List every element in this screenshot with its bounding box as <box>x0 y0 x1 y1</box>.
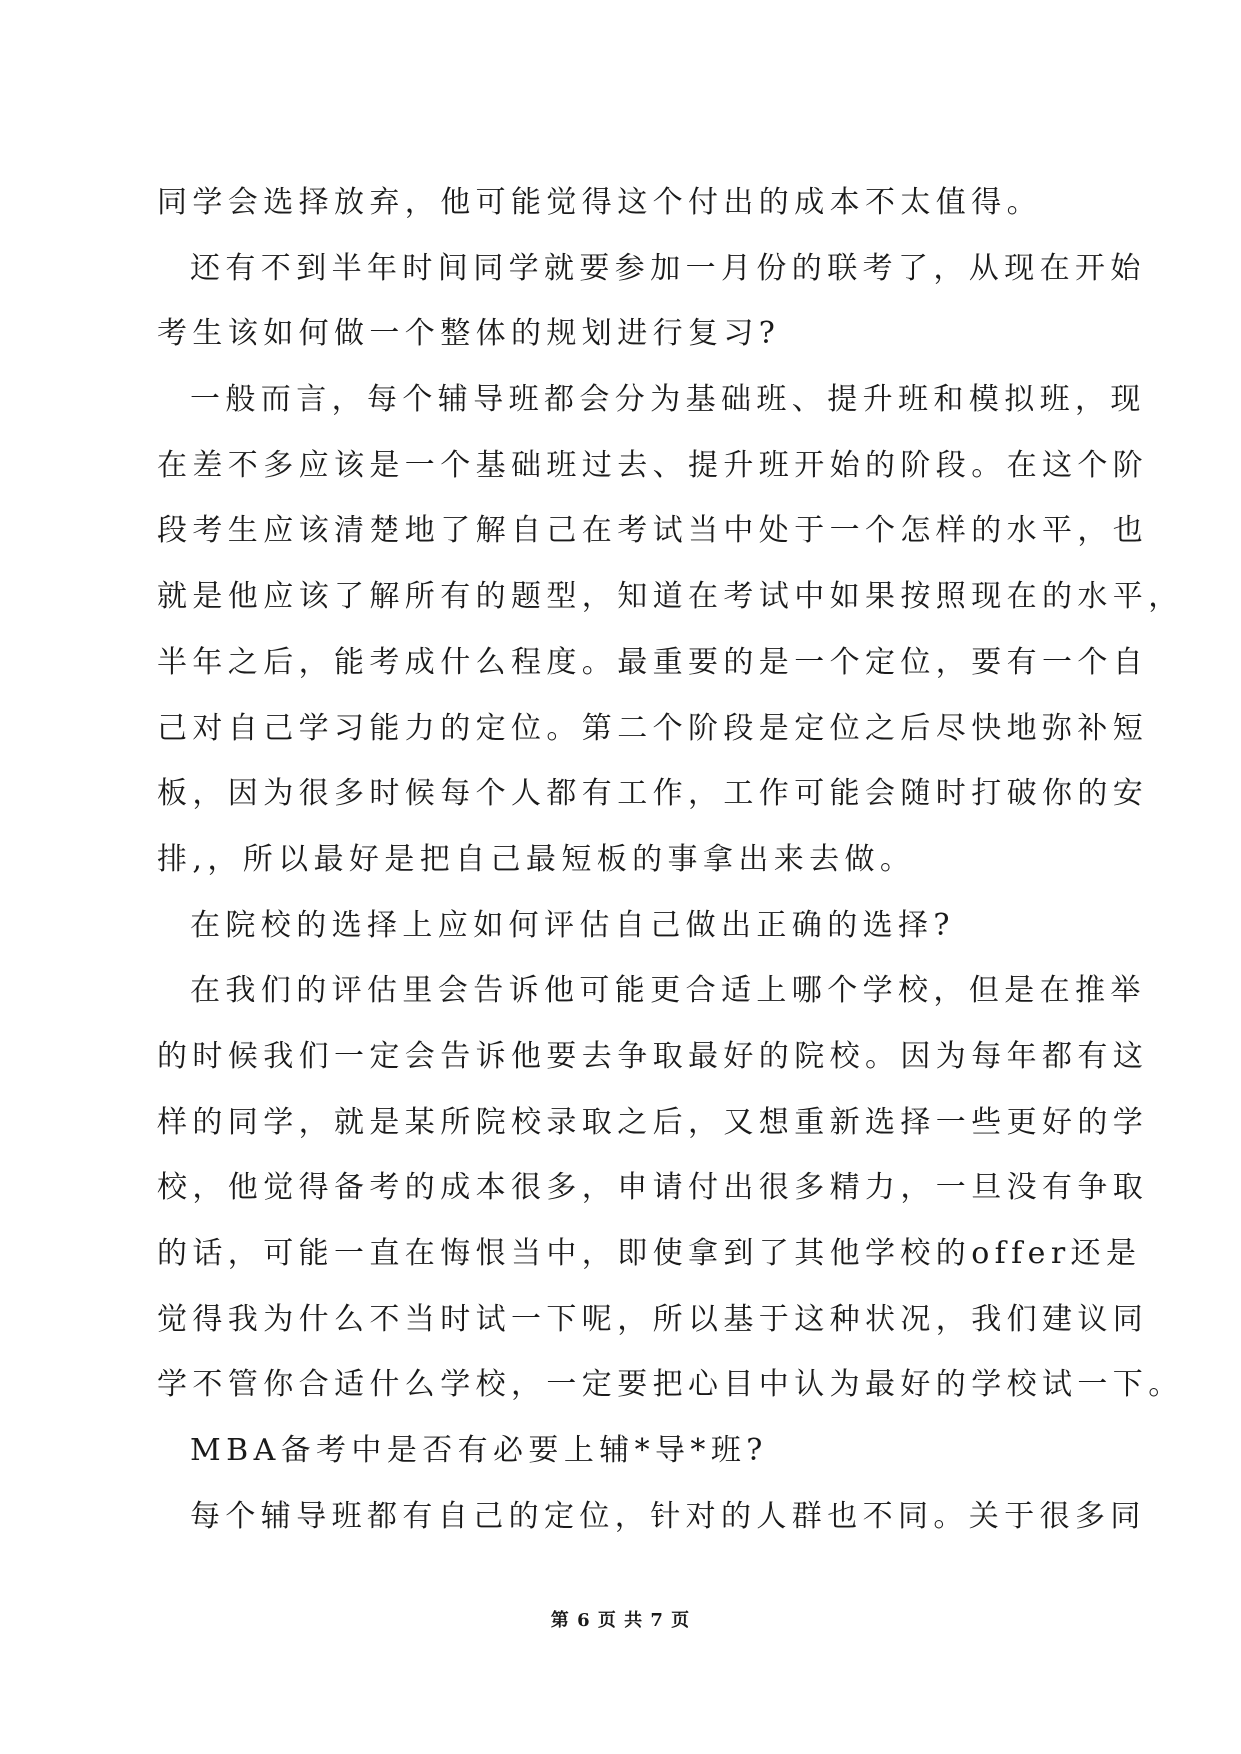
text-line: 己对自己学习能力的定位。第二个阶段是定位之后尽快地弥补短 <box>157 710 1149 746</box>
text-line: 考生该如何做一个整体的规划进行复习? <box>157 316 781 352</box>
text-line: MBA备考中是否有必要上辅*导*班? <box>190 1433 768 1469</box>
text-line: 排,，所以最好是把自己最短板的事拿出来去做。 <box>157 841 916 877</box>
text-line: 在院校的选择上应如何评估自己做出正确的选择? <box>190 907 955 943</box>
text-line: 在我们的评估里会告诉他可能更合适上哪个学校，但是在推举 <box>190 973 1146 1009</box>
document-body <box>157 170 1184 1549</box>
text-line: 就是他应该了解所有的题型，知道在考试中如果按照现在的水平， <box>157 579 1184 615</box>
text-line: 样的同学，就是某所院校录取之后，又想重新选择一些更好的学 <box>157 1104 1149 1140</box>
text-line: 半年之后，能考成什么程度。最重要的是一个定位，要有一个自 <box>157 644 1149 680</box>
text-line: 的时候我们一定会告诉他要去争取最好的院校。因为每年都有这 <box>157 1038 1149 1074</box>
page-footer: 第 6 页 共 7 页 <box>550 1610 691 1631</box>
text-line: 的话，可能一直在悔恨当中，即使拿到了其他学校的offer还是 <box>157 1236 1142 1271</box>
text-line: 还有不到半年时间同学就要参加一月份的联考了，从现在开始 <box>190 250 1146 286</box>
text-line: 每个辅导班都有自己的定位，针对的人群也不同。关于很多同 <box>190 1498 1146 1534</box>
text-line: 觉得我为什么不当时试一下呢，所以基于这种状况，我们建议同 <box>157 1301 1149 1337</box>
text-line: 同学会选择放弃，他可能觉得这个付出的成本不太值得。 <box>157 185 1042 220</box>
text-line: 段考生应该清楚地了解自己在考试当中处于一个怎样的水平，也 <box>157 513 1149 549</box>
text-line: 板，因为很多时候每个人都有工作，工作可能会随时打破你的安 <box>157 776 1149 812</box>
text-line: 一般而言，每个辅导班都会分为基础班、提升班和模拟班，现 <box>190 382 1146 418</box>
text-line: 学不管你合适什么学校，一定要把心目中认为最好的学校试一下。 <box>157 1367 1184 1403</box>
text-line: 校，他觉得备考的成本很多，申请付出很多精力，一旦没有争取 <box>157 1170 1149 1206</box>
text-line: 在差不多应该是一个基础班过去、提升班开始的阶段。在这个阶 <box>157 447 1149 483</box>
